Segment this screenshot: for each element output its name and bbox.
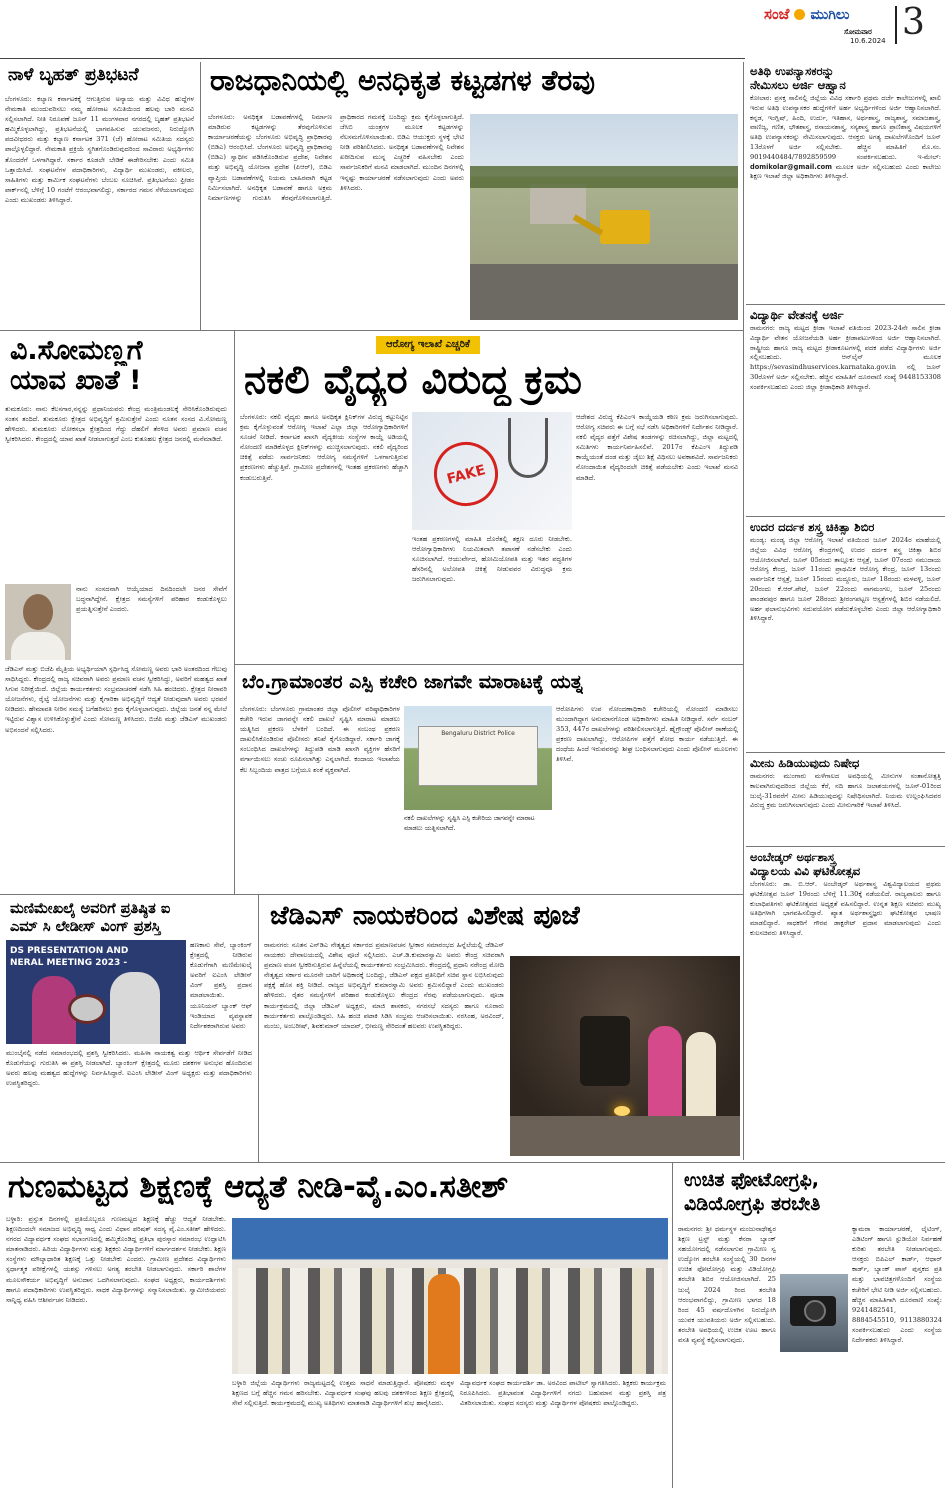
ambedkar-headline-2: ವಿದ್ಯಾಲಯ ವಿವಿ ಘಟಿಕೋತ್ಸವ	[750, 864, 861, 878]
fishing-ban-body: ರಾಮನಗರ: ಮುಂಗಾರು ಮಳೆಗಾಲದ ಅವಧಿಯಲ್ಲಿ ಮೀನುಗಳ ಸಂತಾನೋತ್ಪತ್ತಿ ಕಾಲವಾಗಿರುವುದರಿಂದ ಜಿಲ್ಲೆಯ ಕೆರೆ, ನದಿ ಹಾಗೂ ಜಲಾಶಯಗಳಲ್ಲಿ ಜೂನ್-01ರಿಂದ ಜುಲೈ-31ರವರೆಗೆ ಮೀನು ಹಿಡಿಯುವುದನ್ನು ನಿಷೇಧಿಸಲಾಗಿದೆ. ನಿಯಮ ಉಲ್ಲಂಘಿಸಿದವರ ವಿರುದ್ಧ ಕ್ರಮ ಜರುಗಿಸಲಾಗುವುದು ಎಂದು ಮೀನುಗಾರಿಕೆ ಇಲಾಖೆ ತಿಳಿಸಿದೆ.	[750, 772, 941, 810]
story-protest	[0, 62, 198, 328]
felicitation-photo	[232, 1218, 668, 1374]
fake-stamp-label: FAKE	[445, 462, 488, 488]
police-photo-caption: ನಕಲಿ ದಾಖಲೆಗಳನ್ನು ಸೃಷ್ಟಿಸಿ ಎಸ್ಪಿ ಕಚೇರಿಯ ಜಾಗವನ್ನೇ ಮಾರಾಟ ಮಾಡಲು ಯತ್ನಿಸಲಾಗಿದೆ.	[404, 814, 535, 832]
man-figure	[110, 972, 160, 1044]
story-jds-pooja	[260, 896, 742, 1160]
story-photography-headline-2: ವಿಡಿಯೋಗ್ರಫಿ ತರಬೇತಿ	[684, 1194, 821, 1215]
logo-sanje: ಸಂಜೆ	[764, 5, 790, 23]
story-demolition	[202, 62, 742, 328]
stethoscope-icon	[508, 418, 548, 478]
story-photography-body-right: ಕ್ಯಾಮರಾ ಕಾರ್ಯಾಚರಣೆ, ಲೈಟಿಂಗ್, ಎಡಿಟಿಂಗ್ ಹಾಗೂ ಸ್ಟುಡಿಯೋ ನಿರ್ವಹಣೆ ಕುರಿತು ತರಬೇತಿ ನೀಡಲಾಗುವುದು. ಆಸಕ್ತರು ಬಿಪಿಎಲ್ ಕಾರ್ಡ್, ಆಧಾರ್ ಕಾರ್ಡ್, ಬ್ಯಾಂಕ್ ಪಾಸ್ ಪುಸ್ತಕದ ಪ್ರತಿ ಮತ್ತು ಭಾವಚಿತ್ರಗಳೊಂದಿಗೆ ಸಂಸ್ಥೆಯ ಕಚೇರಿಗೆ ಭೇಟಿ ನೀಡಿ ಅರ್ಜಿ ಸಲ್ಲಿಸಬಹುದು. ಹೆಚ್ಚಿನ ಮಾಹಿತಿಗಾಗಿ ದೂರವಾಣಿ ಸಂಖ್ಯೆ: 9241482541, 8884545510, 9113880324 ಸಂಪರ್ಕಿಸಬಹುದು ಎಂದು ಸಂಸ್ಥೆಯ ನಿರ್ದೇಶಕರು ತಿಳಿಸಿದ್ದಾರೆ.	[852, 1225, 942, 1345]
fake-stamp	[427, 435, 505, 513]
fake-photo	[412, 412, 572, 530]
guest-lecturers-text: ಕೋಲಾರ: ಪ್ರಸಕ್ತ ಸಾಲಿನಲ್ಲಿ ಜಿಲ್ಲೆಯ ವಿವಿಧ ಸರ್ಕಾರಿ ಪ್ರಥಮ ದರ್ಜೆ ಕಾಲೇಜುಗಳಲ್ಲಿ ಖಾಲಿ ಇರುವ ಅತಿಥಿ ಉಪನ್ಯಾಸಕರ ಹುದ್ದೆಗಳಿಗೆ ಅರ್ಹ ಅಭ್ಯರ್ಥಿಗಳಿಂದ ಅರ್ಜಿ ಆಹ್ವಾನಿಸಲಾಗಿದೆ. ಕನ್ನಡ, ಇಂಗ್ಲಿಷ್, ಹಿಂದಿ, ಉರ್ದು, ಇತಿಹಾಸ, ಅರ್ಥಶಾಸ್ತ್ರ, ರಾಜ್ಯಶಾಸ್ತ್ರ, ಸಮಾಜಶಾಸ್ತ್ರ, ವಾಣಿಜ್ಯ, ಗಣಿತ, ಭೌತಶಾಸ್ತ್ರ, ರಸಾಯನಶಾಸ್ತ್ರ, ಸಸ್ಯಶಾಸ್ತ್ರ ಹಾಗೂ ಪ್ರಾಣಿಶಾಸ್ತ್ರ ವಿಷಯಗಳಿಗೆ ಅತಿಥಿ ಉಪನ್ಯಾಸಕರನ್ನು ನೇಮಿಸಲಾಗುವುದು. ಆಸಕ್ತರು ಅಗತ್ಯ ದಾಖಲೆಗಳೊಂದಿಗೆ ಜೂನ್ 13ರೊಳಗೆ ಅರ್ಜಿ ಸಲ್ಲಿಸಬೇಕು. ಹೆಚ್ಚಿನ ಮಾಹಿತಿಗೆ ಮೊ.ಸಂ. 9019440484/7892859599 ಸಂಪರ್ಕಿಸಬಹುದು. ಇ-ಮೇಲ್:	[750, 94, 941, 161]
masthead-logo	[764, 4, 904, 30]
story-satish-body-right: ವಿದ್ಯಾವರ್ಧಕ ಸಂಘದ ಕಾರ್ಯದರ್ಶಿ ಡಾ. ಅರವಿಂದ ಪಾಟೀಲ್ ಸ್ವಾಗತಿಸಿದರು. ಶಿಕ್ಷಕರು ಕಾರ್ಯಕ್ರಮ ನಿರೂಪಿಸಿದರು. ಪ್ರತಿಭಾವಂತ ವಿದ್ಯಾರ್ಥಿಗಳಿಗೆ ನಗದು ಬಹುಮಾನ ಮತ್ತು ಪ್ರಶಸ್ತಿ ಪತ್ರ ವಿತರಿಸಲಾಯಿತು. ಸಂಘದ ಸದಸ್ಯರು ಮತ್ತು ವಿದ್ಯಾರ್ಥಿಗಳ ಪೋಷಕರು ಪಾಲ್ಗೊಂಡಿದ್ದರು.	[460, 1379, 666, 1408]
masthead-date: 10.6.2024	[850, 37, 886, 45]
guest-lecturers-headline-2: ನೇಮಿಸಲು ಅರ್ಜಿ ಆಹ್ವಾನ	[750, 78, 846, 92]
story-photography-body-left: ರಾಮನಗರ: ಶ್ರೀ ಧರ್ಮಸ್ಥಳ ಮಂಜುನಾಥೇಶ್ವರ ಶಿಕ್ಷಣ ಟ್ರಸ್ಟ್ ಮತ್ತು ಕೆನರಾ ಬ್ಯಾಂಕ್ ಸಹಯೋಗದಲ್ಲಿ ನಡೆಸಲಾಗುವ ಗ್ರಾಮೀಣ ಸ್ವ ಉದ್ಯೋಗ ತರಬೇತಿ ಸಂಸ್ಥೆಯಲ್ಲಿ 30 ದಿನಗಳ ಉಚಿತ ಫೋಟೋಗ್ರಫಿ ಮತ್ತು ವಿಡಿಯೋಗ್ರಫಿ ತರಬೇತಿ ಶಿಬಿರ ಆಯೋಜಿಸಲಾಗಿದೆ. 25 ಜುಲೈ 2024 ರಿಂದ ತರಬೇತಿ ಆರಂಭವಾಗಲಿದ್ದು, ಗ್ರಾಮೀಣ ಭಾಗದ 18 ರಿಂದ 45 ವರ್ಷದೊಳಗಿನ ನಿರುದ್ಯೋಗಿ ಯುವಕ ಯುವತಿಯರು ಅರ್ಜಿ ಸಲ್ಲಿಸಬಹುದು. ತರಬೇತಿ ಅವಧಿಯಲ್ಲಿ ಉಚಿತ ಊಟ ಹಾಗೂ ವಸತಿ ವ್ಯವಸ್ಥೆ ಕಲ್ಪಿಸಲಾಗುವುದು.	[678, 1225, 776, 1345]
sun-icon	[794, 9, 805, 20]
story-manimekhalai-headline-1: ಮಣಿಮೇಖಲೈ ಅವರಿಗೆ ಪ್ರತಿಷ್ಠಿತ ಐ	[10, 901, 171, 917]
story-jds-pooja-body: ರಾಮನಗರ: ನೂತನ ಎನ್‌ಡಿಎ ನೇತೃತ್ವದ ಸರ್ಕಾರದ ಪ್ರಮಾಣವಚನ ಸ್ವೀಕಾರ ಸಮಾರಂಭದ ಹಿನ್ನೆಲೆಯಲ್ಲಿ ಜೆಡಿಎಸ್ ನಾಯಕರು ದೇವಾಲಯದಲ್ಲಿ ವಿಶೇಷ ಪೂಜೆ ಸಲ್ಲಿಸಿದರು. ಎಚ್.ಡಿ.ಕುಮಾರಸ್ವಾಮಿ ಅವರು ಕೇಂದ್ರ ಸಚಿವರಾಗಿ ಪ್ರಮಾಣ ವಚನ ಸ್ವೀಕರಿಸುತ್ತಿರುವ ಹಿನ್ನೆಲೆಯಲ್ಲಿ ಕಾರ್ಯಕರ್ತರು ಸಂಭ್ರಮಿಸಿದರು. ಕೇಂದ್ರದಲ್ಲಿ ಪ್ರಧಾನಿ ನರೇಂದ್ರ ಮೋದಿ ನೇತೃತ್ವದ ಸರ್ಕಾರ ಮೂರನೇ ಬಾರಿಗೆ ಅಧಿಕಾರಕ್ಕೆ ಬಂದಿದ್ದು, ಜೆಡಿಎಸ್ ಪಕ್ಷದ ಪ್ರತಿನಿಧಿಗೆ ಸಚಿವ ಸ್ಥಾನ ಲಭಿಸಿರುವುದು ಪಕ್ಷಕ್ಕೆ ಹೊಸ ಶಕ್ತಿ ನೀಡಿದೆ. ರಾಜ್ಯದ ಅಭಿವೃದ್ಧಿಗೆ ಕುಮಾರಸ್ವಾಮಿ ಅವರು ಶ್ರಮಿಸಲಿದ್ದಾರೆ ಎಂದು ಮುಖಂಡರು ಹೇಳಿದರು. ರೈತರ ಸಮಸ್ಯೆಗಳಿಗೆ ಪರಿಹಾರ ಕಂಡುಕೊಳ್ಳಲು ಕೇಂದ್ರದ ನೆರವು ಪಡೆಯಲಾಗುವುದು. ಪೂಜಾ ಕಾರ್ಯಕ್ರಮದಲ್ಲಿ ಜಿಲ್ಲಾ ಜೆಡಿಎಸ್ ಅಧ್ಯಕ್ಷರು, ಮಾಜಿ ಶಾಸಕರು, ನಗರಸಭೆ ಸದಸ್ಯರು ಹಾಗೂ ನೂರಾರು ಕಾರ್ಯಕರ್ತರು ಪಾಲ್ಗೊಂಡಿದ್ದರು. ಸಿಹಿ ಹಂಚಿ ಪಟಾಕಿ ಸಿಡಿಸಿ ಸಂಭ್ರಮ ಆಚರಿಸಲಾಯಿತು. ನರಸಿಂಹ, ಅರವಿಂದ್, ಮಂಜು, ಅಂಬರೀಷ್, ಶಿವಕುಮಾರ್ ಯಾದವ್, ಭೀಮಣ್ಣ ಸೇರಿದಂತೆ ಹಲವರು ಉಪಸ್ಥಿತರಿದ್ದರು.	[264, 941, 504, 1030]
jcb-icon	[600, 210, 650, 244]
shrine-shape	[580, 1016, 630, 1086]
ambedkar-body: ಬೆಂಗಳೂರು: ಡಾ. ಬಿ.ಆರ್. ಅಂಬೇಡ್ಕರ್ ಅರ್ಥಶಾಸ್ತ್ರ ವಿಶ್ವವಿದ್ಯಾಲಯದ ಪ್ರಥಮ ಘಟಿಕೋತ್ಸವ ಜೂನ್ 19ರಂದು ಬೆಳಿಗ್ಗೆ 11.30ಕ್ಕೆ ನಡೆಯಲಿದೆ. ರಾಜ್ಯಪಾಲರು ಹಾಗೂ ಕುಲಾಧಿಪತಿಗಳು ಘಟಿಕೋತ್ಸವದ ಅಧ್ಯಕ್ಷತೆ ವಹಿಸಲಿದ್ದಾರೆ. ಉನ್ನತ ಶಿಕ್ಷಣ ಸಚಿವರು ಮುಖ್ಯ ಅತಿಥಿಗಳಾಗಿ ಭಾಗವಹಿಸಲಿದ್ದಾರೆ. ಖ್ಯಾತ ಅರ್ಥಶಾಸ್ತ್ರಜ್ಞರು ಘಟಿಕೋತ್ಸವ ಭಾಷಣ ಮಾಡಲಿದ್ದಾರೆ. ಸಾಧಕರಿಗೆ ಗೌರವ ಡಾಕ್ಟರೇಟ್ ಪ್ರದಾನ ಮಾಡಲಾಗುವುದು ಎಂದು ಕುಲಸಚಿವರು ತಿಳಿಸಿದ್ದಾರೆ.	[750, 880, 941, 937]
story-somanna-headline-1: ವಿ.ಸೋಮಣ್ಣಗೆ	[10, 335, 143, 366]
person-figure-2	[686, 1032, 716, 1116]
jcb-arm-icon	[573, 214, 604, 235]
page-number: 3	[902, 2, 925, 43]
story-satish	[0, 1164, 670, 1488]
masthead-day: ಸೋಮವಾರ	[844, 28, 872, 36]
camera-photo	[780, 1274, 848, 1352]
person-figure-1	[648, 1026, 682, 1116]
sidebar-fishing-ban	[750, 756, 941, 842]
logo-mugilu: ಮುಗಿಲು	[810, 7, 850, 23]
lens-icon	[804, 1300, 826, 1322]
banner-line-2: NERAL MEETING 2023 -	[10, 958, 128, 968]
avatar	[23, 594, 53, 630]
road-shape	[470, 264, 738, 320]
demolition-photo	[470, 114, 738, 320]
plaque-icon	[68, 994, 106, 1024]
story-satish-body-left: ಬಳ್ಳಾರಿ: ಪ್ರಸ್ತುತ ದಿನಗಳಲ್ಲಿ ಪ್ರತಿಯೊಬ್ಬರೂ ಗುಣಮಟ್ಟದ ಶಿಕ್ಷಣಕ್ಕೆ ಹೆಚ್ಚು ಆದ್ಯತೆ ನೀಡಬೇಕು. ಶಿಕ್ಷಣದಿಂದಲೇ ಸಮಾಜದ ಅಭಿವೃದ್ಧಿ ಸಾಧ್ಯ ಎಂದು ವಿಧಾನ ಪರಿಷತ್ ಸದಸ್ಯ ವೈ.ಎಂ.ಸತೀಶ್ ಹೇಳಿದರು. ನಗರದ ವಿದ್ಯಾವರ್ಧಕ ಸಂಘದ ಸಭಾಂಗಣದಲ್ಲಿ ಹಮ್ಮಿಕೊಂಡಿದ್ದ ಪ್ರತಿಭಾ ಪುರಸ್ಕಾರ ಸಮಾರಂಭ ಉದ್ಘಾಟಿಸಿ ಮಾತನಾಡಿದರು. ಹಿರಿಯ ವಿದ್ಯಾರ್ಥಿಗಳು ಮತ್ತು ಶಿಕ್ಷಕರು ವಿದ್ಯಾರ್ಥಿಗಳಿಗೆ ಮಾರ್ಗದರ್ಶನ ನೀಡಬೇಕು. ಶಿಕ್ಷಣ ಸಂಸ್ಥೆಗಳು ಮೌಲ್ಯಾಧಾರಿತ ಶಿಕ್ಷಣಕ್ಕೆ ಒತ್ತು ನೀಡಬೇಕು ಎಂದರು. ಗ್ರಾಮೀಣ ಪ್ರದೇಶದ ವಿದ್ಯಾರ್ಥಿಗಳು ಸ್ಪರ್ಧಾತ್ಮಕ ಪರೀಕ್ಷೆಗಳಲ್ಲಿ ಯಶಸ್ಸು ಗಳಿಸಲು ಅಗತ್ಯ ತರಬೇತಿ ನೀಡಲಾಗುವುದು. ಸರ್ಕಾರಿ ಶಾಲೆಗಳ ಮೂಲಸೌಕರ್ಯ ಅಭಿವೃದ್ಧಿಗೆ ಅನುದಾನ ಒದಗಿಸಲಾಗುವುದು. ಸಂಘದ ಅಧ್ಯಕ್ಷರು, ಕಾರ್ಯದರ್ಶಿಗಳು ಹಾಗೂ ಪದಾಧಿಕಾರಿಗಳು ಉಪಸ್ಥಿತರಿದ್ದರು. ಸಾಧಕ ವಿದ್ಯಾರ್ಥಿಗಳನ್ನು ಸನ್ಮಾನಿಸಲಾಯಿತು. ಸ್ವಾಮೀಜಿಯವರು ಸಾನ್ನಿಧ್ಯ ವಹಿಸಿ ಆಶೀರ್ವಚನ ನೀಡಿದರು.	[6, 1215, 226, 1304]
story-jds-pooja-headline: ಜೆಡಿಎಸ್ ನಾಯಕರಿಂದ ವಿಶೇಷ ಪೂಜೆ	[270, 902, 580, 931]
story-photography-headline-1: ಉಚಿತ ಫೋಟೋಗ್ರಫಿ,	[684, 1170, 820, 1191]
guest-lecturers-body	[750, 94, 941, 182]
story-somanna-headline-2: ಯಾವ ಖಾತೆ !	[10, 366, 142, 396]
sidebar	[746, 62, 945, 1160]
story-sp-office-headline: ಬೆಂ.ಗ್ರಾಮಾಂತರ ಎಸ್ಪಿ ಕಚೇರಿ ಜಾಗವೇ ಮಾರಾಟಕ್ಕೆ ಯತ್ನ	[242, 672, 584, 693]
story-photography	[674, 1164, 945, 1488]
story-somanna	[0, 332, 232, 892]
ambedkar-headline-1: ಅಂಬೇಡ್ಕರ್ ಅರ್ಥಶಾಸ್ತ್ರ	[750, 850, 836, 864]
shoulders-shape	[11, 632, 65, 660]
masthead-divider	[895, 6, 897, 44]
story-fake-doctors-body-right: ಆದೇಶದ ವಿರುದ್ಧ ಕೆಪಿಎಂಇ ಕಾಯ್ದೆಯಡಿ ಕಠಿಣ ಕ್ರಮ ಜರುಗಿಸಲಾಗುವುದು. ಆರೋಗ್ಯ ಸಚಿವರು ಈ ಬಗ್ಗೆ ಸಭೆ ನಡೆಸಿ ಅಧಿಕಾರಿಗಳಿಗೆ ನಿರ್ದೇಶನ ನೀಡಿದ್ದಾರೆ. ನಕಲಿ ವೈದ್ಯರ ಪತ್ತೆಗೆ ವಿಶೇಷ ತಂಡಗಳನ್ನು ರಚಿಸಲಾಗಿದ್ದು, ಜಿಲ್ಲಾ ಮಟ್ಟದಲ್ಲಿ ಸಮಿತಿಗಳು ಕಾರ್ಯನಿರ್ವಹಿಸಲಿವೆ. 2017ರ ಕೆಪಿಎಂಇ ತಿದ್ದುಪಡಿ ಕಾಯ್ದೆಯಂತೆ ದಂಡ ಮತ್ತು ಜೈಲು ಶಿಕ್ಷೆ ವಿಧಿಸಲು ಅವಕಾಶವಿದೆ. ಸಾರ್ವಜನಿಕರು ನೋಂದಾಯಿತ ವೈದ್ಯರಿಂದಲೇ ಚಿಕಿತ್ಸೆ ಪಡೆಯಬೇಕು ಎಂದು ಇಲಾಖೆ ಮನವಿ ಮಾಡಿದೆ.	[576, 413, 738, 482]
scholarship-headline: ವಿದ್ಯಾರ್ಥಿ ವೇತನಕ್ಕೆ ಅರ್ಜಿ	[750, 308, 844, 322]
guest-lecturers-text-after: ಮೂಲಕ ಅರ್ಜಿ ಸಲ್ಲಿಸಬಹುದು ಎಂದು ಕಾಲೇಜು ಶಿಕ್ಷಣ ಇಲಾಖೆ ಜಿಲ್ಲಾ ಅಧಿಕಾರಿಗಳು ತಿಳಿಸಿದ್ದಾರೆ.	[750, 162, 941, 181]
swamiji-figure	[428, 1274, 460, 1374]
story-sp-office	[236, 666, 742, 892]
award-photo	[6, 940, 186, 1044]
guest-lecturers-email[interactable]: domikolar@gmail.com	[750, 162, 833, 171]
story-manimekhalai-headline-2: ಎಮ್ ಸಿ ಲೇಡೀಸ್ ವಿಂಗ್ ಪ್ರಶಸ್ತಿ	[10, 920, 161, 935]
story-manimekhalai	[0, 896, 256, 1160]
kicker-badge: ಆರೋಗ್ಯ ಇಲಾಖೆ ಎಚ್ಚರಿಕೆ	[376, 336, 480, 354]
surgery-camp-headline: ಉದರ ದರ್ದಕ ಶಸ್ತ್ರ ಚಿಕಿತ್ಸಾ ಶಿಬಿರ	[750, 520, 875, 534]
story-demolition-body: ಬೆಂಗಳೂರು: ಅನಧಿಕೃತ ಬಡಾವಣೆಗಳಲ್ಲಿ ನಿರ್ಮಾಣ ಮಾಡಿರುವ ಕಟ್ಟಡಗಳನ್ನು ತೆರವುಗೊಳಿಸುವ ಕಾರ್ಯಾಚರಣೆಯನ್ನು ಬೆಂಗಳೂರು ಅಭಿವೃದ್ಧಿ ಪ್ರಾಧಿಕಾರವು (ಬಿಡಿಎ) ಆರಂಭಿಸಿದೆ. ಬೆಂಗಳೂರು ಅಭಿವೃದ್ಧಿ ಪ್ರಾಧಿಕಾರವು (ಬಿಡಿಎ) ಸ್ವಾಧೀನ ಪಡಿಸಿಕೊಂಡಿರುವ ಪ್ರದೇಶ, ನಿವೇಶನ ಮತ್ತು ಅಭಿವೃದ್ಧಿ ಯೋಜನಾ ಪ್ರದೇಶ (ಪಿಆರ್), ಬಿಡಿಎ ವ್ಯಾಪ್ತಿಯ ಬಡಾವಣೆಗಳಲ್ಲಿ ನಿಯಮ ಬಾಹಿರವಾಗಿ ಕಟ್ಟಡ ನಿರ್ಮಿಸಲಾಗಿದೆ. ಅನಧಿಕೃತ ಬಡಾವಣೆ ಹಾಗೂ ಅಕ್ರಮ ನಿರ್ಮಾಣಗಳನ್ನು ಗುರುತಿಸಿ ತೆರವುಗೊಳಿಸಲಾಗುತ್ತಿದೆ. ಪ್ರಾಧಿಕಾರದ ಗಮನಕ್ಕೆ ಬಂದಿದ್ದು ಕ್ರಮ ಕೈಗೊಳ್ಳಲಾಗುತ್ತಿದೆ. ಜೆಸಿಬಿ ಯಂತ್ರಗಳ ಮೂಲಕ ಕಟ್ಟಡಗಳನ್ನು ನೆಲಸಮಗೊಳಿಸಲಾಯಿತು. ಬಿಡಿಎ ಆಯುಕ್ತರು ಸ್ಥಳಕ್ಕೆ ಭೇಟಿ ನೀಡಿ ಪರಿಶೀಲಿಸಿದರು. ಅನಧಿಕೃತ ಬಡಾವಣೆಗಳಲ್ಲಿ ನಿವೇಶನ ಖರೀದಿಸುವ ಮುನ್ನ ಎಚ್ಚರಿಕೆ ವಹಿಸಬೇಕು ಎಂದು ಸಾರ್ವಜನಿಕರಿಗೆ ಮನವಿ ಮಾಡಲಾಗಿದೆ. ಮುಂದಿನ ದಿನಗಳಲ್ಲಿ ಇನ್ನಷ್ಟು ಕಾರ್ಯಾಚರಣೆ ನಡೆಸಲಾಗುವುದು ಎಂದು ಅವರು ತಿಳಿಸಿದರು.	[208, 113, 464, 202]
somanna-portrait	[5, 584, 71, 660]
sidebar-guest-lecturers	[750, 64, 941, 302]
story-manimekhalai-body-bottom: ಮುಂಬೈನಲ್ಲಿ ನಡೆದ ಸಮಾರಂಭದಲ್ಲಿ ಪ್ರಶಸ್ತಿ ಸ್ವೀಕರಿಸಿದರು. ಮಹಿಳಾ ನಾಯಕತ್ವ ಮತ್ತು ಆರ್ಥಿಕ ಸೇರ್ಪಡೆಗೆ ನೀಡಿದ ಕೊಡುಗೆಯನ್ನು ಗುರುತಿಸಿ ಈ ಪ್ರಶಸ್ತಿ ನೀಡಲಾಗಿದೆ. ಬ್ಯಾಂಕಿಂಗ್ ಕ್ಷೇತ್ರದಲ್ಲಿ ಮೂರು ದಶಕಗಳ ಅನುಭವ ಹೊಂದಿರುವ ಅವರು ಹಲವು ಮಹತ್ವದ ಹುದ್ದೆಗಳನ್ನು ನಿರ್ವಹಿಸಿದ್ದಾರೆ. ಐಎಂಸಿ ಲೇಡೀಸ್ ವಿಂಗ್ ಅಧ್ಯಕ್ಷರು ಮತ್ತು ಪದಾಧಿಕಾರಿಗಳು ಉಪಸ್ಥಿತರಿದ್ದರು.	[6, 1049, 252, 1088]
story-protest-body: ಬೆಂಗಳೂರು: ಕಲ್ಯಾಣ ಕರ್ನಾಟಕಕ್ಕೆ ಆಗುತ್ತಿರುವ ಅನ್ಯಾಯ ಮತ್ತು ವಿವಿಧ ಹುದ್ದೆಗಳ ನೇಮಕಾತಿ ಮುಂದುವರಿಸಲು ನಮ್ಮ ಹೋರಾಟ ಸಮಿತಿಯಿಂದ ಹಲವು ಬಾರಿ ಮನವಿ ಸಲ್ಲಿಸಲಾಗಿದೆ. ನೀತಿ ನಿರೂಪಣೆ ಜೂನ್ 11 ಮಂಗಳವಾರ ನಗರದಲ್ಲಿ ಬೃಹತ್ ಪ್ರತಿಭಟನೆ ಹಮ್ಮಿಕೊಳ್ಳಲಾಗಿದ್ದು, ಪ್ರತಿಭಟನೆಯಲ್ಲಿ ಭಾಗವಹಿಸುವ ಯುವಜನರು, ನಿರುದ್ಯೋಗಿ ಪದವೀಧರರು ಮತ್ತು ಕಲ್ಯಾಣ ಕರ್ನಾಟಕ 371 (ಜೆ) ಹೋರಾಟ ಸಮಿತಿಯ ಸದಸ್ಯರು ಪಾಲ್ಗೊಳ್ಳಲಿದ್ದಾರೆ. ನೇಮಕಾತಿ ಪ್ರಕ್ರಿಯೆ ಸ್ಥಗಿತಗೊಂಡಿರುವುದರಿಂದ ಸಾವಿರಾರು ಅಭ್ಯರ್ಥಿಗಳು ತೊಂದರೆಗೆ ಒಳಗಾಗಿದ್ದಾರೆ. ಸರ್ಕಾರ ಕೂಡಲೇ ಬೇಡಿಕೆ ಈಡೇರಿಸಬೇಕು ಎಂದು ಸಮಿತಿ ಒತ್ತಾಯಿಸಿದೆ. ಸಂಘಟನೆಗಳ ಪದಾಧಿಕಾರಿಗಳು, ವಿದ್ಯಾರ್ಥಿ ಮುಖಂಡರು, ವಕೀಲರು, ಸಾಹಿತಿಗಳು ಮತ್ತು ಕಾರ್ಮಿಕ ಸಂಘಟನೆಗಳು ಬೆಂಬಲ ಸೂಚಿಸಿವೆ. ಪ್ರತಿಭಟನೆಯು ಫ್ರೀಡಂ ಪಾರ್ಕ್‌ನಲ್ಲಿ ಬೆಳಿಗ್ಗೆ 10 ಗಂಟೆಗೆ ಆರಂಭವಾಗಲಿದ್ದು, ಸರ್ಕಾರದ ಗಮನ ಸೆಳೆಯಲಾಗುವುದು ಎಂದು ಮುಖಂಡರು ತಿಳಿಸಿದ್ದಾರೆ.	[5, 95, 194, 204]
fishing-ban-headline: ಮೀನು ಹಿಡಿಯುವುದು ನಿಷೇಧ	[750, 756, 860, 770]
story-satish-headline: ಗುಣಮಟ್ಟದ ಶಿಕ್ಷಣಕ್ಕೆ ಆದ್ಯತೆ ನೀಡಿ-ವೈ.ಎಂ.ಸತೀಶ್	[8, 1170, 509, 1205]
police-office-photo	[404, 706, 552, 810]
banner-line-1: DS PRESENTATION AND	[10, 946, 129, 956]
story-somanna-body-top: ತುಮಕೂರು: ನಾನು ಕೆಲಸಗಾರ,ನನ್ನನ್ನು ಪ್ರಧಾನಿಯವರು ಕೇಂದ್ರ ಮಂತ್ರಿಮಂಡಲಕ್ಕೆ ಸೇರಿಸಿಕೊಂಡಿರುವುದು ಸಂತಸ ತಂದಿದೆ. ತುಮಕೂರು ಕ್ಷೇತ್ರದ ಅಭಿವೃದ್ಧಿಗೆ ಶ್ರಮಿಸುತ್ತೇನೆ ಎಂದು ನೂತನ ಸಂಸದ ವಿ.ಸೋಮಣ್ಣ ಹೇಳಿದರು. ತುಮಕೂರು ಲೋಕಸಭಾ ಕ್ಷೇತ್ರದಿಂದ ಗೆದ್ದು ದೆಹಲಿಗೆ ತೆರಳಿದ ಅವರು ಪ್ರಮಾಣ ವಚನ ಸ್ವೀಕರಿಸಿದರು. ಕೇಂದ್ರದಲ್ಲಿ ಯಾವ ಖಾತೆ ನೀಡಲಾಗುತ್ತದೆ ಎಂಬ ಕುತೂಹಲ ಕ್ಷೇತ್ರದ ಜನರಲ್ಲಿ ಮನೆಮಾಡಿದೆ.	[5, 405, 227, 444]
guest-lecturers-headline-1: ಅತಿಥಿ ಉಪನ್ಯಾಸಕರನ್ನು	[750, 64, 835, 78]
story-sp-office-body-right: ಆರೋಪಿಗಳು ಉಪ ನೋಂದಣಾಧಿಕಾರಿ ಕಚೇರಿಯಲ್ಲಿ ನೋಂದಣಿ ಮಾಡಿಸಲು ಮುಂದಾಗಿದ್ದಾಗ ಅನುಮಾನಗೊಂಡ ಅಧಿಕಾರಿಗಳು ಮಾಹಿತಿ ನೀಡಿದ್ದಾರೆ. ಸರ್ವೆ ನಂಬರ್ 353, 447ರ ದಾಖಲೆಗಳನ್ನು ಪರಿಶೀಲಿಸಲಾಗುತ್ತಿದೆ. ಹೈಗ್ರೌಂಡ್ಸ್ ಪೊಲೀಸ್ ಠಾಣೆಯಲ್ಲಿ ಪ್ರಕರಣ ದಾಖಲಾಗಿದ್ದು, ಆರೋಪಿಗಳ ಪತ್ತೆಗೆ ಶೋಧ ಕಾರ್ಯ ನಡೆಯುತ್ತಿದೆ. ಈ ದಂಧೆಯ ಹಿಂದೆ ಇರುವವರನ್ನು ಶೀಘ್ರ ಬಂಧಿಸಲಾಗುವುದು ಎಂದು ಪೊಲೀಸ್ ಮೂಲಗಳು ತಿಳಿಸಿವೆ.	[556, 705, 738, 764]
scholarship-body: ರಾಮನಗರ: ರಾಜ್ಯ ಮಟ್ಟದ ಕ್ರೀಡಾ ಇಲಾಖೆ ವತಿಯಿಂದ 2023-24ನೇ ಸಾಲಿನ ಕ್ರೀಡಾ ವಿದ್ಯಾರ್ಥಿ ವೇತನ ಯೋಜನೆಯಡಿ ಅರ್ಹ ಕ್ರೀಡಾಪಟುಗಳಿಂದ ಅರ್ಜಿ ಆಹ್ವಾನಿಸಲಾಗಿದೆ. ರಾಷ್ಟ್ರೀಯ ಹಾಗೂ ರಾಜ್ಯ ಮಟ್ಟದ ಕ್ರೀಡಾಕೂಟಗಳಲ್ಲಿ ಪದಕ ಪಡೆದ ವಿದ್ಯಾರ್ಥಿಗಳು ಅರ್ಜಿ ಸಲ್ಲಿಸಬಹುದು. ಆನ್‌ಲೈನ್ ಮೂಲಕ https://sevasindhuservices.karnataka.gov.in ನಲ್ಲಿ ಜೂನ್ 30ರೊಳಗೆ ಅರ್ಜಿ ಸಲ್ಲಿಸಬೇಕು. ಹೆಚ್ಚಿನ ಮಾಹಿತಿಗೆ ದೂರವಾಣಿ ಸಂಖ್ಯೆ 9448153308 ಸಂಪರ್ಕಿಸಬಹುದು ಎಂದು ಜಿಲ್ಲಾ ಕ್ರೀಡಾಧಿಕಾರಿ ತಿಳಿಸಿದ್ದಾರೆ.	[750, 324, 941, 391]
story-demolition-headline: ರಾಜಧಾನಿಯಲ್ಲಿ ಅನಧಿಕೃತ ಕಟ್ಟಡಗಳ ತೆರವು	[210, 64, 595, 97]
story-somanna-body-right: ನಾನು ಸಂಸದನಾಗಿ ಆಯ್ಕೆಯಾದ ದಿನದಿಂದಲೇ ಜನರ ಸೇವೆಗೆ ಬದ್ಧನಾಗಿದ್ದೇನೆ. ಕ್ಷೇತ್ರದ ಸಮಸ್ಯೆಗಳಿಗೆ ಪರಿಹಾರ ಕಂಡುಕೊಳ್ಳಲು ಪ್ರಯತ್ನಿಸುತ್ತೇನೆ ಎಂದರು.	[76, 585, 227, 614]
story-fake-doctors-headline: ನಕಲಿ ವೈದ್ಯರ ವಿರುದ್ಧ ಕ್ರಮ	[244, 358, 582, 403]
story-protest-headline: ನಾಳೆ ಬೃಹತ್ ಪ್ರತಿಭಟನೆ	[8, 65, 139, 85]
sidebar-scholarship	[750, 308, 941, 512]
story-fake-doctors	[236, 332, 742, 662]
masthead	[762, 2, 945, 48]
temple-photo	[510, 956, 740, 1156]
story-fake-doctors-body-left: ಬೆಂಗಳೂರು: ನಕಲಿ ವೈದ್ಯರು ಹಾಗೂ ಅನಧಿಕೃತ ಕ್ಲಿನಿಕ್‌ಗಳ ವಿರುದ್ಧ ಕಟ್ಟುನಿಟ್ಟಿನ ಕ್ರಮ ಕೈಗೊಳ್ಳುವಂತೆ ಆರೋಗ್ಯ ಇಲಾಖೆ ಎಲ್ಲಾ ಜಿಲ್ಲಾ ಆರೋಗ್ಯಾಧಿಕಾರಿಗಳಿಗೆ ಸೂಚನೆ ನೀಡಿದೆ. ಕರ್ನಾಟಕ ಖಾಸಗಿ ವೈದ್ಯಕೀಯ ಸಂಸ್ಥೆಗಳ ಕಾಯ್ದೆ ಅಡಿಯಲ್ಲಿ ನೋಂದಣಿ ಮಾಡಿಕೊಳ್ಳದ ಕ್ಲಿನಿಕ್‌ಗಳನ್ನು ಮುಚ್ಚಿಸಲಾಗುವುದು. ನಕಲಿ ವೈದ್ಯರಿಂದ ಚಿಕಿತ್ಸೆ ಪಡೆದು ಸಾರ್ವಜನಿಕರು ಆರೋಗ್ಯ ಸಮಸ್ಯೆಗಳಿಗೆ ಒಳಗಾಗುತ್ತಿರುವ ಪ್ರಕರಣಗಳು ಹೆಚ್ಚುತ್ತಿವೆ. ಗ್ರಾಮೀಣ ಪ್ರದೇಶಗಳಲ್ಲಿ ಇಂತಹ ಪ್ರಕರಣಗಳು ಹೆಚ್ಚಾಗಿ ಕಂಡುಬರುತ್ತಿವೆ.	[240, 413, 408, 482]
tree-shapes	[470, 166, 738, 188]
story-fake-doctors-body-middle: ಇಂತಹ ಪ್ರಕರಣಗಳಲ್ಲಿ ಮಾಹಿತಿ ದೊರೆತಲ್ಲಿ ತಕ್ಷಣ ದೂರು ನೀಡಬೇಕು. ಆರೋಗ್ಯಾಧಿಕಾರಿಗಳು ನಿಯಮಿತವಾಗಿ ತಪಾಸಣೆ ನಡೆಸಬೇಕು ಎಂದು ಸೂಚಿಸಲಾಗಿದೆ. ಆಯುರ್ವೇದ, ಹೋಮಿಯೋಪತಿ ಮತ್ತು ಇತರ ಪದ್ಧತಿಗಳ ಹೆಸರಿನಲ್ಲಿ ಅಲೋಪತಿ ಚಿಕಿತ್ಸೆ ನೀಡುವವರ ವಿರುದ್ಧವೂ ಕ್ರಮ ಜರುಗಿಸಲಾಗುವುದು.	[412, 535, 572, 584]
sidebar-surgery-camp	[750, 520, 941, 748]
sidebar-ambedkar-convocation	[750, 850, 941, 1158]
office-sign: Bengaluru District Police	[441, 730, 515, 737]
story-manimekhalai-body-side: ಹಣಕಾಸು ಸೇವೆ, ಬ್ಯಾಂಕಿಂಗ್ ಕ್ಷೇತ್ರದಲ್ಲಿ ನೀಡಿರುವ ಕೊಡುಗೆಗಾಗಿ ಮಣಿಮೇಖಲೈ ಅವರಿಗೆ ಐಎಂಸಿ ಲೇಡೀಸ್ ವಿಂಗ್ ಪ್ರಶಸ್ತಿ ಪ್ರದಾನ ಮಾಡಲಾಯಿತು. ಯೂನಿಯನ್ ಬ್ಯಾಂಕ್ ಆಫ್ ಇಂಡಿಯಾದ ವ್ಯವಸ್ಥಾಪಕ ನಿರ್ದೇಶಕರಾಗಿರುವ ಅವರು	[190, 941, 252, 1030]
story-satish-body-mid: ಬಳ್ಳಾರಿ ಜಿಲ್ಲೆಯ ವಿದ್ಯಾರ್ಥಿಗಳು ರಾಜ್ಯಮಟ್ಟದಲ್ಲಿ ಉತ್ತಮ ಸಾಧನೆ ಮಾಡುತ್ತಿದ್ದಾರೆ. ಪೋಷಕರು ಮಕ್ಕಳ ಶಿಕ್ಷಣದ ಬಗ್ಗೆ ಹೆಚ್ಚಿನ ಗಮನ ಹರಿಸಬೇಕು. ವಿದ್ಯಾವರ್ಧಕ ಸಂಘವು ಹಲವು ದಶಕಗಳಿಂದ ಶಿಕ್ಷಣ ಕ್ಷೇತ್ರದಲ್ಲಿ ಸೇವೆ ಸಲ್ಲಿಸುತ್ತಿದೆ. ಕಾರ್ಯಕ್ರಮದಲ್ಲಿ ಮುಖ್ಯ ಅತಿಥಿಗಳು ಮಾತನಾಡಿ ವಿದ್ಯಾರ್ಥಿಗಳಿಗೆ ಶುಭ ಹಾರೈಸಿದರು.	[232, 1379, 454, 1408]
story-somanna-body-bottom: ಜೆಡಿಎಸ್ ಮತ್ತು ಬಿಜೆಪಿ ಮೈತ್ರಿಯ ಅಭ್ಯರ್ಥಿಯಾಗಿ ಸ್ಪರ್ಧಿಸಿದ್ದ ಸೋಮಣ್ಣ ಅವರು ಭಾರಿ ಅಂತರದಿಂದ ಗೆಲುವು ಸಾಧಿಸಿದ್ದರು. ಕೇಂದ್ರದಲ್ಲಿ ರಾಜ್ಯ ಸಚಿವರಾಗಿ ಅವರು ಪ್ರಮಾಣ ವಚನ ಸ್ವೀಕರಿಸಿದ್ದು, ಅವರಿಗೆ ಮಹತ್ವದ ಖಾತೆ ಸಿಗುವ ನಿರೀಕ್ಷೆಯಿದೆ. ಜಿಲ್ಲೆಯ ಕಾರ್ಯಕರ್ತರು ಸಂಭ್ರಮಾಚರಣೆ ನಡೆಸಿ ಸಿಹಿ ಹಂಚಿದರು. ಕ್ಷೇತ್ರದ ನೀರಾವರಿ ಯೋಜನೆಗಳು, ರೈಲ್ವೆ ಯೋಜನೆಗಳು ಮತ್ತು ಕೈಗಾರಿಕಾ ಅಭಿವೃದ್ಧಿಗೆ ಆದ್ಯತೆ ನೀಡುವುದಾಗಿ ಅವರು ಭರವಸೆ ನೀಡಿದರು. ಹೇಮಾವತಿ ನೀರಿನ ಸಮಸ್ಯೆ ಬಗೆಹರಿಸಲು ಕ್ರಮ ಕೈಗೊಳ್ಳಲಾಗುವುದು. ಜಿಲ್ಲೆಯ ಜನತೆ ನನ್ನ ಮೇಲೆ ಇಟ್ಟಿರುವ ವಿಶ್ವಾಸ ಉಳಿಸಿಕೊಳ್ಳುತ್ತೇನೆ ಎಂದು ಸೋಮಣ್ಣ ತಿಳಿಸಿದರು. ಬಿಜೆಪಿ ಮತ್ತು ಜೆಡಿಎಸ್ ಮುಖಂಡರು ಅಭಿನಂದನೆ ಸಲ್ಲಿಸಿದರು.	[5, 665, 227, 734]
stone-floor	[510, 1116, 740, 1156]
story-sp-office-body-left: ಬೆಂಗಳೂರು: ಬೆಂಗಳೂರು ಗ್ರಾಮಾಂತರ ಜಿಲ್ಲಾ ಪೊಲೀಸ್ ವರಿಷ್ಠಾಧಿಕಾರಿಗಳ ಕಚೇರಿ ಇರುವ ಜಾಗವನ್ನೇ ನಕಲಿ ದಾಖಲೆ ಸೃಷ್ಟಿಸಿ ಮಾರಾಟ ಮಾಡಲು ಯತ್ನಿಸಿದ ಪ್ರಕರಣ ಬೆಳಕಿಗೆ ಬಂದಿದೆ. ಈ ಸಂಬಂಧ ಪ್ರಕರಣ ದಾಖಲಿಸಿಕೊಂಡಿರುವ ಪೊಲೀಸರು ತನಿಖೆ ಕೈಗೊಂಡಿದ್ದಾರೆ. ಸರ್ಕಾರಿ ಜಾಗಕ್ಕೆ ಸಂಬಂಧಿಸಿದ ದಾಖಲೆಗಳನ್ನು ತಿದ್ದುಪಡಿ ಮಾಡಿ ಖಾಸಗಿ ವ್ಯಕ್ತಿಗಳ ಹೆಸರಿಗೆ ವರ್ಗಾಯಿಸಲು ಸಂಚು ರೂಪಿಸಲಾಗಿತ್ತು ಎನ್ನಲಾಗಿದೆ. ಕಂದಾಯ ಇಲಾಖೆಯ ಕೆಲ ಸಿಬ್ಬಂದಿಯ ಪಾತ್ರದ ಬಗ್ಗೆಯೂ ಶಂಕೆ ವ್ಯಕ್ತವಾಗಿದೆ.	[240, 705, 400, 774]
lamp-icon	[614, 1106, 630, 1116]
surgery-camp-body: ಮಂಡ್ಯ: ಮಂಡ್ಯ ಜಿಲ್ಲಾ ಆರೋಗ್ಯ ಇಲಾಖೆ ವತಿಯಿಂದ ಜೂನ್ 2024ರ ಮಾಹೆಯಲ್ಲಿ ಜಿಲ್ಲೆಯ ವಿವಿಧ ಆರೋಗ್ಯ ಕೇಂದ್ರಗಳಲ್ಲಿ ಉದರ ದರ್ದಕ ಶಸ್ತ್ರ ಚಿಕಿತ್ಸಾ ಶಿಬಿರ ಆಯೋಜಿಸಲಾಗಿದೆ. ಜೂನ್ 05ರಂದು ತಾಲ್ಲೂಕು ಆಸ್ಪತ್ರೆ, ಜೂನ್ 07ರಂದು ಸಮುದಾಯ ಆರೋಗ್ಯ ಕೇಂದ್ರ, ಜೂನ್ 11ರಂದು ಪ್ರಾಥಮಿಕ ಆರೋಗ್ಯ ಕೇಂದ್ರ, ಜೂನ್ 13ರಂದು ಸಾರ್ವಜನಿಕ ಆಸ್ಪತ್ರೆ, ಜೂನ್ 15ರಂದು ಮದ್ದೂರು, ಜೂನ್ 18ರಂದು ಮಳವಳ್ಳಿ, ಜೂನ್ 20ರಂದು ಕೆ.ಆರ್.ಪೇಟೆ, ಜೂನ್ 22ರಂದು ನಾಗಮಂಗಲ, ಜೂನ್ 25ರಂದು ಪಾಂಡವಪುರ ಹಾಗೂ ಜೂನ್ 28ರಂದು ಶ್ರೀರಂಗಪಟ್ಟಣ ಆಸ್ಪತ್ರೆಗಳಲ್ಲಿ ಶಿಬಿರ ನಡೆಯಲಿದೆ. ಅರ್ಹ ಫಲಾನುಭವಿಗಳು ಸದುಪಯೋಗ ಪಡೆದುಕೊಳ್ಳಬೇಕು ಎಂದು ಜಿಲ್ಲಾ ಆರೋಗ್ಯಾಧಿಕಾರಿ ತಿಳಿಸಿದ್ದಾರೆ.	[750, 536, 941, 623]
